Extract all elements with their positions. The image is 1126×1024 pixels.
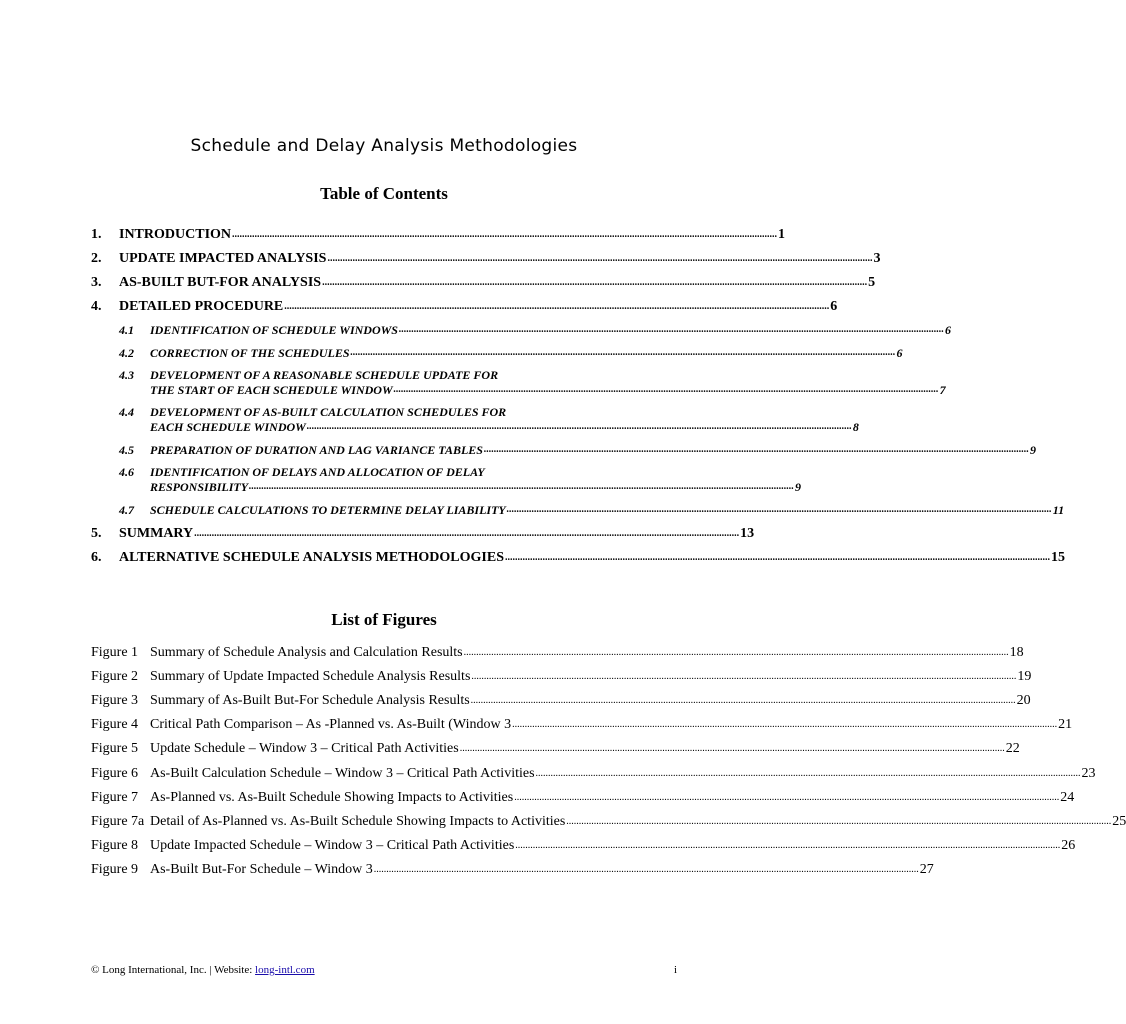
toc-number: 4.	[91, 299, 102, 314]
dot-leader: ..........................................................................................................................................................................................................................	[463, 647, 1009, 658]
toc-entry[interactable]	[91, 227, 786, 243]
dot-leader: ..........................................................................................................................................................................................................................	[327, 253, 873, 264]
toc-subtitle-line2: EACH SCHEDULE WINDOW	[150, 420, 306, 434]
figure-title: As-Built Calculation Schedule – Window 3 – Critical Path Activities	[150, 766, 535, 781]
toc-title: INTRODUCTION	[119, 227, 232, 242]
toc-subtitle-line2: THE START OF EACH SCHEDULE WINDOW	[150, 383, 393, 397]
figure-page: 19	[1017, 669, 1032, 684]
figure-title: Update Impacted Schedule – Window 3 – Critical Path Activities	[150, 838, 515, 853]
dot-leader: ..........................................................................................................................................................................................................................	[306, 421, 852, 432]
dot-leader: ..........................................................................................................................................................................................................................	[505, 552, 1050, 563]
toc-subnumber: 4.3	[119, 368, 134, 382]
dot-leader: ..........................................................................................................................................................................................................................	[232, 229, 778, 240]
figure-entry[interactable]	[91, 838, 1076, 854]
toc-subtitle-line1: DEVELOPMENT OF A REASONABLE SCHEDULE UPDATE FOR	[150, 368, 499, 382]
dot-leader: ..........................................................................................................................................................................................................................	[535, 768, 1081, 779]
dot-leader: ..........................................................................................................................................................................................................................	[566, 816, 1112, 827]
toc-entry[interactable]	[91, 526, 755, 542]
figure-page: 25	[1112, 814, 1126, 829]
toc-subentry[interactable]	[119, 503, 1065, 518]
toc-subtitle-line1: DEVELOPMENT OF AS-BUILT CALCULATION SCHEDULES FOR	[150, 405, 507, 419]
toc-page: 6	[830, 299, 838, 314]
toc-page: 1	[778, 227, 786, 242]
figure-title: Summary of Update Impacted Schedule Analysis Results	[150, 669, 471, 684]
figure-label: Figure 3	[91, 693, 139, 708]
dot-leader: ..........................................................................................................................................................................................................................	[459, 743, 1005, 754]
toc-subentry[interactable]	[119, 465, 802, 495]
toc-title: ALTERNATIVE SCHEDULE ANALYSIS METHODOLOGIES	[119, 550, 504, 565]
figure-entry[interactable]	[91, 862, 934, 878]
figure-label: Figure 6	[91, 766, 139, 781]
toc-subentry[interactable]	[119, 443, 1036, 458]
figure-entry[interactable]	[91, 693, 1031, 709]
figure-page: 24	[1060, 790, 1075, 805]
toc-subtitle-line2: RESPONSIBILITY	[150, 480, 249, 494]
toc-title: AS-BUILT BUT-FOR ANALYSIS	[119, 275, 322, 290]
figure-title: Update Schedule – Window 3 – Critical Path Activities	[150, 741, 459, 756]
figure-entry[interactable]	[91, 766, 1096, 782]
figure-page: 21	[1058, 717, 1073, 732]
toc-subentry[interactable]	[119, 346, 903, 361]
toc-number: 5.	[91, 526, 102, 541]
toc-entry[interactable]	[91, 251, 881, 267]
dot-leader: ..........................................................................................................................................................................................................................	[471, 671, 1017, 682]
toc-subpage: 6	[896, 346, 903, 360]
figure-page: 23	[1081, 766, 1096, 781]
dot-leader: ..........................................................................................................................................................................................................................	[514, 792, 1060, 803]
page-number: i	[673, 964, 677, 976]
figure-page: 26	[1061, 838, 1076, 853]
toc-subpage: 7	[939, 383, 946, 397]
figure-label: Figure 1	[91, 645, 139, 660]
figure-label: Figure 9	[91, 862, 139, 877]
toc-subnumber: 4.7	[119, 503, 134, 517]
figure-label: Figure 8	[91, 838, 139, 853]
dot-leader: ..........................................................................................................................................................................................................................	[194, 528, 740, 539]
figure-label: Figure 7	[91, 790, 139, 805]
dot-leader: ..........................................................................................................................................................................................................................	[506, 504, 1052, 515]
dot-leader: ..........................................................................................................................................................................................................................	[512, 719, 1058, 730]
footer-copyright	[91, 964, 315, 976]
toc-entry[interactable]	[91, 299, 838, 315]
toc-subpage: 9	[795, 480, 802, 494]
toc-title: DETAILED PROCEDURE	[119, 299, 284, 314]
toc-subtitle-line1: IDENTIFICATION OF DELAYS AND ALLOCATION OF DELAY	[150, 465, 485, 479]
toc-number: 1.	[91, 227, 102, 242]
figure-entry[interactable]	[91, 717, 1073, 733]
toc-number: 6.	[91, 550, 102, 565]
toc-entry[interactable]	[91, 275, 876, 291]
figure-title: Detail of As-Planned vs. As-Built Schedule Showing Impacts to Activities	[150, 814, 566, 829]
page-footer	[91, 964, 677, 976]
figure-label: Figure 4	[91, 717, 139, 732]
figure-title: Critical Path Comparison – As -Planned vs. As-Built (Window 3	[150, 717, 512, 732]
toc-subpage: 8	[852, 420, 859, 434]
dot-leader: ..........................................................................................................................................................................................................................	[515, 840, 1061, 851]
dot-leader: ..........................................................................................................................................................................................................................	[398, 324, 944, 335]
figure-title: Summary of As-Built But-For Schedule Analysis Results	[150, 693, 470, 708]
toc-subnumber: 4.2	[119, 346, 134, 360]
figure-title: As-Planned vs. As-Built Schedule Showing Impacts to Activities	[150, 790, 514, 805]
toc-subentry[interactable]	[119, 323, 951, 338]
toc-subentry[interactable]	[119, 368, 946, 398]
toc-subpage: 6	[944, 323, 951, 337]
dot-leader: ..........................................................................................................................................................................................................................	[483, 444, 1029, 455]
toc-subtitle: SCHEDULE CALCULATIONS TO DETERMINE DELAY LIABILITY	[150, 503, 506, 517]
figure-label: Figure 7a	[91, 814, 145, 829]
toc-number: 2.	[91, 251, 102, 266]
dot-leader: ..........................................................................................................................................................................................................................	[373, 864, 919, 875]
figure-title: Summary of Schedule Analysis and Calculation Results	[150, 645, 463, 660]
figure-page: 27	[919, 862, 934, 877]
toc-subentry[interactable]	[119, 405, 859, 435]
footer-text: © Long International, Inc. | Website:	[91, 964, 256, 976]
figure-entry[interactable]	[91, 790, 1075, 806]
document-title: Schedule and Delay Analysis Methodologies	[190, 136, 578, 156]
website-link[interactable]: long-intl.com	[255, 964, 315, 976]
toc-title: UPDATE IMPACTED ANALYSIS	[119, 251, 327, 266]
toc-heading: Table of Contents	[320, 184, 448, 203]
toc-subnumber: 4.6	[119, 465, 134, 479]
toc-page: 3	[873, 251, 881, 266]
figure-entry[interactable]	[91, 741, 1020, 757]
figure-title: As-Built But-For Schedule – Window 3	[150, 862, 373, 877]
toc-page: 5	[868, 275, 876, 290]
figures-heading: List of Figures	[331, 610, 437, 629]
dot-leader: ..........................................................................................................................................................................................................................	[284, 301, 830, 312]
toc-subnumber: 4.5	[119, 443, 134, 457]
figure-page: 18	[1009, 645, 1024, 660]
toc-subpage: 9	[1029, 443, 1036, 457]
toc-number: 3.	[91, 275, 102, 290]
dot-leader: ..........................................................................................................................................................................................................................	[393, 384, 939, 395]
dot-leader: ..........................................................................................................................................................................................................................	[249, 481, 795, 492]
dot-leader: ..........................................................................................................................................................................................................................	[322, 277, 868, 288]
toc-subtitle: IDENTIFICATION OF SCHEDULE WINDOWS	[150, 323, 398, 337]
toc-entry[interactable]	[91, 550, 1065, 566]
figure-entry[interactable]	[91, 669, 1032, 685]
toc-subtitle: CORRECTION OF THE SCHEDULES	[150, 346, 350, 360]
figure-entry[interactable]	[91, 645, 1024, 661]
toc-subpage: 11	[1052, 503, 1065, 517]
toc-page: 13	[740, 526, 755, 541]
dot-leader: ..........................................................................................................................................................................................................................	[470, 695, 1016, 706]
figure-label: Figure 2	[91, 669, 139, 684]
figure-entry[interactable]	[91, 814, 1126, 830]
toc-title: SUMMARY	[119, 526, 194, 541]
toc-subnumber: 4.4	[119, 405, 134, 419]
figure-page: 20	[1016, 693, 1031, 708]
figure-label: Figure 5	[91, 741, 139, 756]
toc-subnumber: 4.1	[119, 323, 134, 337]
dot-leader: ..........................................................................................................................................................................................................................	[350, 347, 896, 358]
toc-page: 15	[1051, 550, 1065, 565]
toc-subtitle: PREPARATION OF DURATION AND LAG VARIANCE TABLES	[150, 443, 483, 457]
figure-page: 22	[1005, 741, 1020, 756]
